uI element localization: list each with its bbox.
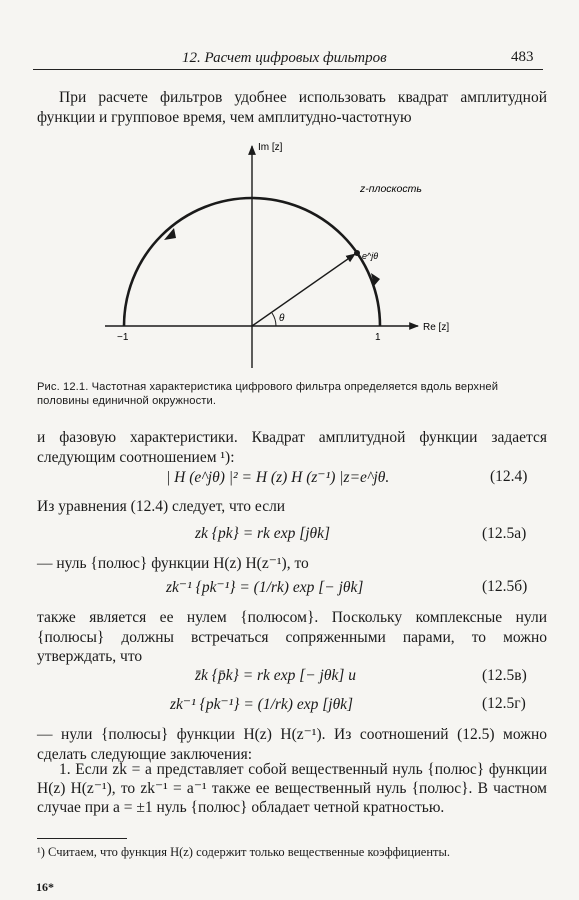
header-rule (33, 69, 543, 70)
equation-12-5b: zk⁻¹ {pk⁻¹} = (1/rk) exp [− jθk] (166, 579, 364, 596)
theta-arc (272, 313, 276, 326)
im-axis-label: Im [z] (258, 142, 283, 153)
point-label: e^jθ (362, 251, 379, 261)
minus-one-label: −1 (117, 332, 129, 343)
one-label: 1 (375, 332, 381, 343)
running-header-title: 12. Расчет цифровых фильтров (182, 50, 387, 66)
footnote: ¹) Считаем, что функция H(z) содержит только вещественные коэффициенты. (37, 845, 450, 859)
equation-12-5v-number: (12.5в) (482, 667, 527, 684)
equation-12-5a: zk {pk} = rk exp [jθk] (195, 525, 331, 542)
paragraph-3: Из уравнения (12.4) следует, что если (37, 498, 286, 515)
sheet-signature: 16* (36, 880, 54, 894)
footnote-rule (37, 838, 127, 839)
equation-12-4: | H (e^jθ) |² = H (z) H (z⁻¹) |z=e^jθ. (166, 469, 390, 486)
figure-caption: Рис. 12.1. Частотная характеристика цифрового фильтра определяется вдоль верхней половины единичной окружности. (37, 381, 499, 407)
equation-12-5b-number: (12.5б) (482, 578, 528, 595)
equation-12-5g-number: (12.5г) (482, 695, 526, 712)
paragraph-2: и фазовую характеристики. Квадрат амплитудной функции задается следующим соотношением ¹): (37, 429, 547, 466)
re-axis-label: Re [z] (423, 322, 450, 333)
z-plane-label: z-плоскость (360, 183, 422, 195)
intro-paragraph: При расчете фильтров удобнее использовать квадрат амплитудной функции и групповое время, чем амплитудно-частотную (37, 89, 547, 126)
page-number: 483 (511, 49, 534, 65)
equation-12-5a-number: (12.5а) (482, 525, 527, 542)
equation-12-4-number: (12.4) (490, 468, 528, 485)
equation-12-5g: zk⁻¹ {pk⁻¹} = (1/rk) exp [jθk] (170, 696, 354, 713)
paragraph-5: также является ее нулем {полюсом}. Поскольку комплексные нули {полюсы} должны встречаться сопряженными парами, то можно утверждать, что (37, 609, 547, 665)
radius-vector (252, 254, 355, 326)
point-on-circle (354, 250, 360, 256)
paragraph-6: — нули {полюсы} функции H(z) H(z⁻¹). Из соотношений (12.5) можно сделать следующие заключения: (37, 726, 547, 763)
theta-label: θ (279, 313, 285, 324)
equation-12-5v: z̄k {p̄k} = rk exp [− jθk] и (195, 667, 357, 684)
paragraph-7: 1. Если zk = a представляет собой вещественный нуль {полюс} функции H(z) H(z⁻¹), то zk⁻¹ = a⁻¹ также ее вещественный нуль {полюс}. В частном случае при a = ±1 нуль {полюс} обладает четной кратностью. (37, 761, 547, 816)
paragraph-4: — нуль {полюс} функции H(z) H(z⁻¹), то (37, 555, 309, 572)
unit-circle-figure (0, 120, 579, 380)
